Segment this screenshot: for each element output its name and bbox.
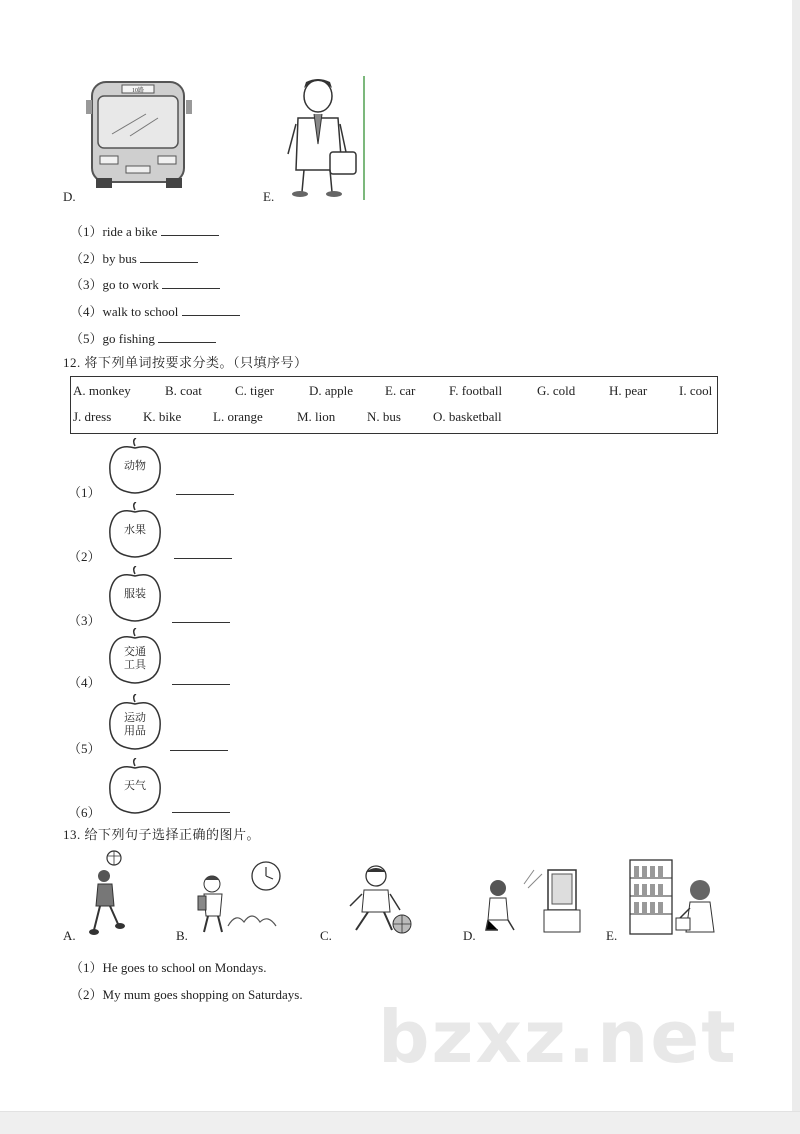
word-option: J. dress bbox=[73, 409, 112, 424]
q11-item-2: （2）by bus bbox=[70, 248, 198, 267]
football-player-picture bbox=[88, 850, 132, 940]
apple-icon bbox=[106, 694, 164, 752]
word-option: O. basketball bbox=[433, 409, 502, 424]
word-option: A. monkey bbox=[73, 383, 131, 398]
word-option: B. coat bbox=[165, 383, 202, 398]
word-option: C. tiger bbox=[235, 383, 274, 398]
answer-blank[interactable] bbox=[176, 494, 234, 495]
category-label-line2: 工具 bbox=[124, 659, 146, 671]
category-row-1: （1） 动物 bbox=[68, 438, 268, 502]
page-edge bbox=[792, 0, 800, 1134]
option-label-d: D. bbox=[63, 189, 76, 204]
answer-blank[interactable] bbox=[174, 558, 232, 559]
option-label-e2: E. bbox=[606, 928, 618, 943]
watermark: bzxz.net bbox=[378, 995, 738, 1079]
option-label-c: C. bbox=[320, 928, 332, 943]
category-row-3: （3） 服装 bbox=[68, 566, 268, 630]
option-label-b: B. bbox=[176, 928, 188, 943]
apple-icon bbox=[106, 628, 164, 686]
bus-picture bbox=[86, 78, 194, 190]
category-row-6: （6） 天气 bbox=[68, 758, 268, 822]
apple-icon bbox=[106, 758, 164, 816]
option-label-a: A. bbox=[63, 928, 76, 943]
answer-blank[interactable] bbox=[182, 315, 240, 316]
q11-item-4: （4）walk to school bbox=[70, 301, 240, 320]
word-bank-box bbox=[70, 376, 718, 434]
watching-tv-picture bbox=[484, 864, 584, 936]
word-option: K. bike bbox=[143, 409, 182, 424]
option-label-e: E. bbox=[263, 189, 275, 204]
word-option: F. football bbox=[449, 383, 503, 398]
answer-blank[interactable] bbox=[161, 235, 219, 236]
option-label-d2: D. bbox=[463, 928, 476, 943]
apple-icon bbox=[106, 438, 164, 496]
answer-blank[interactable] bbox=[162, 288, 220, 289]
category-label: 交通 bbox=[124, 646, 146, 658]
category-label: 运动 bbox=[124, 712, 146, 724]
q13-sentence-2: （2）My mum goes shopping on Saturdays. bbox=[70, 987, 303, 1002]
basketball-player-picture bbox=[340, 864, 414, 940]
q12-heading: 12. 将下列单词按要求分类。（只填序号） bbox=[63, 355, 308, 370]
q11-item-3: （3）go to work bbox=[70, 274, 220, 293]
apple-icon bbox=[106, 502, 164, 560]
answer-blank[interactable] bbox=[140, 262, 198, 263]
businessman-picture bbox=[284, 74, 368, 202]
q13-heading: 13. 给下列句子选择正确的图片。 bbox=[63, 827, 261, 842]
word-option: G. cold bbox=[537, 383, 576, 398]
apple-icon bbox=[106, 566, 164, 624]
category-label: 天气 bbox=[124, 780, 146, 792]
q13-sentence-1: （1）He goes to school on Mondays. bbox=[70, 960, 267, 975]
boy-going-to-school-picture bbox=[196, 856, 286, 938]
bottom-strip bbox=[0, 1111, 800, 1134]
word-option: D. apple bbox=[309, 383, 354, 398]
category-label: 服装 bbox=[124, 588, 146, 600]
word-option: H. pear bbox=[609, 383, 648, 398]
category-label-line2: 用品 bbox=[124, 725, 146, 737]
answer-blank[interactable] bbox=[172, 622, 230, 623]
word-option: N. bus bbox=[367, 409, 401, 424]
category-label: 动物 bbox=[124, 460, 146, 472]
category-label: 水果 bbox=[124, 524, 146, 536]
answer-blank[interactable] bbox=[170, 750, 228, 751]
word-option: I. cool bbox=[679, 383, 713, 398]
word-option: E. car bbox=[385, 383, 416, 398]
category-row-4: （4） 交通 工具 bbox=[68, 628, 268, 692]
category-row-2: （2） 水果 bbox=[68, 502, 268, 566]
word-option: L. orange bbox=[213, 409, 263, 424]
q11-item-5: （5）go fishing bbox=[70, 328, 216, 347]
q11-item-1: （1）ride a bike bbox=[70, 221, 219, 240]
word-option: M. lion bbox=[297, 409, 336, 424]
shopping-picture bbox=[628, 856, 724, 938]
bus-route-sign: 10路 bbox=[131, 88, 145, 94]
category-row-5: （5） 运动 用品 bbox=[68, 694, 268, 758]
answer-blank[interactable] bbox=[172, 684, 230, 685]
answer-blank[interactable] bbox=[158, 342, 216, 343]
answer-blank[interactable] bbox=[172, 812, 230, 813]
